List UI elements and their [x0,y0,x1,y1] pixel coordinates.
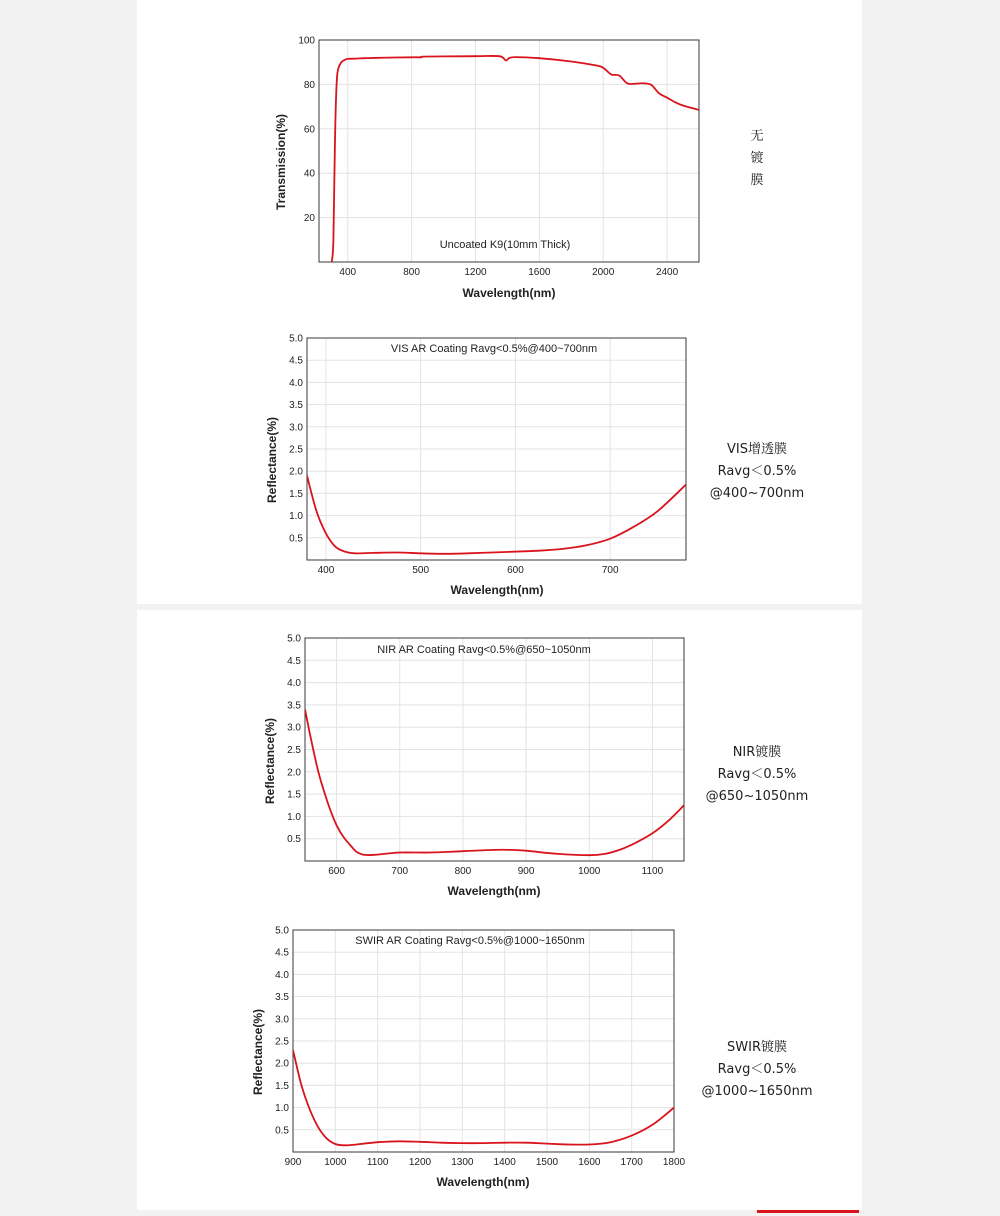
caption-line: VIS增透膜 [727,442,787,457]
caption-line: NIR镀膜 [732,745,782,760]
y-tick-label: 4.0 [287,678,301,690]
y-tick-label: 0.5 [275,1125,289,1137]
y-tick-label: 2.0 [287,767,301,779]
x-tick-label: 900 [284,1157,302,1168]
x-tick-label: 700 [391,866,409,877]
chart-title: NIR AR Coating Ravg<0.5%@650~1050nm [377,644,591,656]
y-tick-label: 3.5 [275,992,289,1004]
y-tick-label: 0.5 [289,533,303,545]
x-tick-label: 800 [454,866,472,877]
y-tick-label: 2.0 [275,1058,289,1070]
y-tick-label: 4.0 [275,969,289,981]
caption-nir [677,742,837,808]
x-tick-label: 900 [517,866,535,877]
x-tick-label: 1600 [528,267,551,278]
y-tick-label: 40 [303,168,315,180]
y-tick-label: 1.0 [287,811,301,823]
caption-line: Ravg＜0.5% [717,464,797,479]
y-tick-label: 3.5 [287,700,301,712]
caption-line: 无 [750,129,764,144]
caption-swir [677,1037,837,1103]
y-tick-label: 60 [303,124,315,136]
chart-title: VIS AR Coating Ravg<0.5%@400~700nm [390,343,598,355]
y-tick-label: 2.5 [287,745,301,756]
y-tick-label: 5.0 [289,333,303,345]
y-tick-label: 1.0 [275,1103,289,1115]
x-tick-label: 1800 [662,1157,686,1168]
x-tick-label: 700 [601,565,619,576]
y-tick-label: 3.0 [287,722,301,734]
caption-uncoated [677,126,837,192]
caption-line: 镀 [750,151,764,166]
y-tick-label: 100 [298,35,315,47]
x-tick-label: 1600 [578,1157,601,1168]
caption-line: SWIR镀膜 [727,1040,787,1055]
y-tick-label: 2.5 [275,1036,289,1048]
x-axis-label: Wavelength(nm) [436,1175,530,1189]
data-series-line [293,1050,674,1145]
y-tick-label: 20 [303,213,315,225]
y-tick-label: 4.5 [289,355,303,367]
x-tick-label: 1100 [366,1157,389,1168]
y-tick-label: 2.5 [289,444,303,456]
x-tick-label: 400 [317,565,335,576]
x-axis-label: Wavelength(nm) [447,884,541,898]
chart-title: SWIR AR Coating Ravg<0.5%@1000~1650nm [355,935,585,947]
x-tick-label: 1000 [324,1157,347,1168]
x-tick-label: 1200 [408,1157,432,1168]
x-tick-label: 2400 [655,267,679,278]
y-tick-label: 1.5 [275,1080,289,1092]
y-tick-label: 0.5 [287,834,301,846]
x-tick-label: 1400 [493,1157,516,1168]
caption-line: @400~700nm [709,486,805,501]
x-tick-label: 600 [328,866,345,877]
caption-line: Ravg＜0.5% [717,1062,797,1077]
x-tick-label: 1200 [464,267,487,278]
y-tick-label: 5.0 [275,925,289,937]
caption-vis [677,439,837,505]
y-tick-label: 1.5 [289,488,303,500]
x-tick-label: 1100 [641,866,664,877]
caption-line: 膜 [750,173,764,188]
x-tick-label: 1000 [578,866,601,877]
y-tick-label: 4.5 [275,947,289,959]
x-tick-label: 1300 [451,1157,474,1168]
x-axis-label: Wavelength(nm) [462,286,556,300]
x-tick-label: 800 [403,267,420,278]
caption-line: @1000~1650nm [701,1084,813,1099]
x-tick-label: 400 [339,267,357,278]
x-tick-label: 500 [412,565,430,576]
y-axis-label: Reflectance(%) [251,1008,265,1096]
y-axis-label: Reflectance(%) [263,717,277,805]
caption-line: @650~1050nm [705,789,809,804]
x-tick-label: 1500 [535,1157,559,1168]
x-tick-label: 600 [507,565,524,576]
y-tick-label: 3.0 [275,1014,289,1026]
y-tick-label: 4.0 [289,377,303,389]
y-tick-label: 3.5 [289,400,303,412]
caption-line: Ravg＜0.5% [717,767,797,782]
y-tick-label: 1.5 [287,789,301,801]
x-axis-label: Wavelength(nm) [450,583,544,597]
x-tick-label: 2000 [592,267,615,278]
y-tick-label: 2.0 [289,466,303,478]
y-axis-label: Reflectance(%) [265,416,279,504]
y-tick-label: 80 [303,79,315,91]
y-tick-label: 5.0 [287,633,301,645]
y-axis-label: Transmission(%) [274,113,288,211]
y-tick-label: 1.0 [289,511,303,523]
chart-title: Uncoated K9(10mm Thick) [439,239,571,251]
y-tick-label: 3.0 [289,422,303,434]
y-tick-label: 4.5 [287,655,301,667]
x-tick-label: 1700 [620,1157,643,1168]
bottom-accent-bar [757,1210,859,1213]
